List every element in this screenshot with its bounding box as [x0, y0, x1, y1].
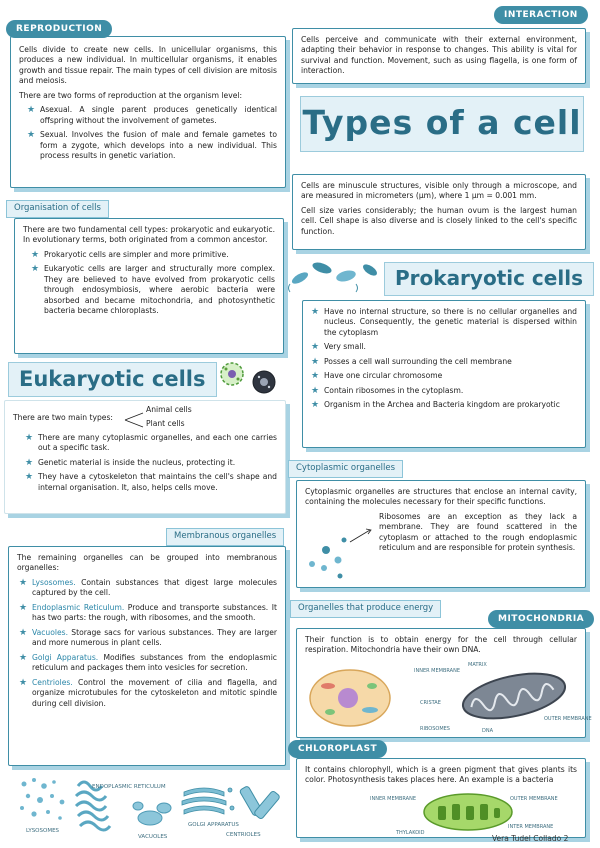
reproduction-p1: Cells divide to create new cells. In unicellular organisms, this produces a new individual. In multicellular organisms, it enables growth and tissue repair. The main types of cell division are mitosis and meiosis. — [19, 45, 277, 86]
cytoplasmic-p1: Cytoplasmic organelles are structures that enclose an internal cavity, containing the molecules necessary for their specific functions. — [305, 487, 577, 507]
prokaryotic-section — [302, 300, 586, 448]
branch-arrows — [123, 409, 145, 431]
star-icon: ★ — [25, 472, 34, 483]
cells-intro-p1: Cells are minuscule structures, visible only through a microscope, and are measured in micrometers (µm), where 1 µm = 0.001 mm. — [301, 181, 577, 201]
list-item: ★ Sexual. Involves the fusion of male and female gametes to form a zygote, which develops into a new individual. This process results in genetic variation. — [27, 130, 277, 161]
organisation-list — [23, 250, 275, 317]
list-item: ★ Very small. — [311, 342, 366, 353]
organisation-p1: There are two fundamental cell types: prokaryotic and eukaryotic. In evolutionary terms, both originated from a common ancestor. — [23, 225, 275, 245]
list-item: ★ Posses a cell wall surrounding the cell membrane — [311, 356, 512, 367]
bacteria-icons — [286, 254, 386, 294]
centrioles-label: CENTRIOLES — [226, 832, 261, 838]
footer-author: Vera Tudel Collado — [492, 834, 562, 843]
list-item: ★ Centrioles. Control the movement of cilia and flagella, and organize microtubules for the cytoskeleton and mitotic spindle during cell division. — [19, 677, 277, 708]
interaction-tag: INTERACTION — [494, 6, 588, 24]
star-icon: ★ — [311, 356, 320, 367]
chloroplast-icon — [424, 794, 512, 830]
ribosomes-icon — [304, 524, 376, 584]
organelles-illustration — [10, 774, 290, 846]
page-title: Types of a cell — [302, 103, 582, 142]
list-item: ★ Prokaryotic cells are simpler and more primitive. — [31, 249, 229, 260]
er-label: ENDOPLASMIC RETICULUM — [92, 784, 166, 790]
centrioles-icon — [239, 786, 280, 820]
eukaryotic-title: Eukaryotic cells — [8, 362, 217, 397]
chloroplast-tag: CHLOROPLAST — [288, 740, 387, 758]
mitochondria-tag: MITOCHONDRIA — [488, 610, 594, 628]
list-item: ★ Have no internal structure, so there is no cellular organelles and nucleus. Consequently, the genetic material is dispersed within the cytoplasm — [311, 307, 577, 337]
chloroplast-text: It contains chlorophyll, which is a green pigment that gives plants its color. Photosynthesis takes places here. An example is a bacteria — [305, 765, 577, 785]
star-icon: ★ — [311, 342, 320, 353]
star-icon: ★ — [25, 433, 34, 443]
reproduction-list — [19, 105, 277, 161]
list-item: ★ Genetic material is inside the nucleus, protecting it. — [25, 457, 236, 468]
list-item: ★ Organism in the Archea and Bacteria kingdom are prokaryotic — [311, 400, 560, 411]
golgi-icon — [182, 788, 234, 814]
star-icon: ★ — [31, 264, 40, 275]
plant-cell-icon — [221, 363, 243, 385]
eukaryotic-list — [13, 433, 277, 493]
star-icon: ★ — [27, 105, 36, 116]
list-item: ★ Lysosomes. Contain substances that digest large molecules captured by the cell. — [19, 577, 277, 598]
lysosomes-icon — [20, 778, 64, 820]
mito-dna-label: DNA — [482, 728, 494, 734]
mitochondria-text: Their function is to obtain energy for the cell through cellular respiration. Mitochondria have their own DNA. — [305, 635, 577, 655]
star-icon: ★ — [25, 457, 34, 468]
organisation-title: Organisation of cells — [6, 200, 109, 218]
page-number: 2 — [563, 834, 569, 843]
chloro-intermembrane-label: INTER MEMBRANE — [508, 824, 554, 830]
mito-matrix-label: MATRIX — [468, 662, 487, 668]
golgi-label: GOLGI APPARATUS — [188, 822, 239, 828]
membranous-title: Membranous organelles — [166, 528, 284, 546]
list-item: ★ Contain ribosomes in the cytoplasm. — [311, 385, 464, 396]
organisation-section — [14, 218, 284, 354]
eukaryotic-type-animal: Animal cells — [146, 405, 192, 414]
list-item: ★ Have one circular chromosome — [311, 371, 443, 382]
interaction-section — [292, 28, 586, 84]
chloro-outer-label: OUTER MEMBRANE — [510, 796, 558, 802]
reproduction-section — [10, 36, 286, 188]
vacuoles-icon — [133, 802, 171, 825]
eukaryotic-intro: There are two main types: — [13, 413, 113, 422]
eukaryotic-type-plant: Plant cells — [146, 419, 185, 428]
star-icon: ★ — [27, 130, 36, 141]
cells-intro-section — [292, 174, 586, 250]
membranous-intro: The remaining organelles can be grouped into membranous organelles: — [17, 553, 277, 573]
prokaryotic-title: Prokaryotic cells — [384, 262, 594, 296]
mito-outer-label: OUTER MEMBRANE — [544, 716, 592, 722]
star-icon: ★ — [311, 371, 320, 382]
list-item: ★ Asexual. A single parent produces genetically identical offspring without the involvement of gametes. — [27, 105, 277, 125]
cell-icons — [216, 360, 286, 396]
list-item: ★ Eukaryotic cells are larger and structurally more complex. They are believed to have evolved from prokaryotic cells through endosymbiosis, where aerobic bacteria were absorbed and became mitochondria, and photosynthetic bacteria became chloroplasts. — [31, 264, 275, 316]
cells-intro-p2: Cell size varies considerably; the human ovum is the largest human cell. Cell shape is also diverse and is closely linked to the cell's specific function. — [301, 205, 577, 236]
animal-cell-icon — [253, 371, 275, 393]
interaction-text: Cells perceive and communicate with their external environment, adapting their behavior in response to changes. This ability is vital for survival and function. Movement, such as using flagella, is one form of interaction. — [301, 35, 577, 76]
cytoplasmic-ribosomes: Ribosomes are an exception as they lack a membrane. They are found scattered in the cytoplasm or attached to the rough endoplasmic reticulum and are responsible for protein synthesis. — [379, 511, 577, 553]
chloro-inner-label: INNER MEMBRANE — [370, 796, 416, 802]
prokaryotic-list — [311, 307, 577, 411]
vacuoles-label: VACUOLES — [138, 834, 168, 840]
reproduction-tag: REPRODUCTION — [6, 20, 112, 38]
star-icon: ★ — [311, 307, 320, 317]
mito-ribosomes-label: RIBOSOMES — [420, 726, 450, 732]
cell-illustration — [310, 670, 390, 726]
footer — [492, 834, 568, 844]
star-icon: ★ — [31, 249, 40, 260]
mito-cristae-label: CRISTAE — [420, 700, 441, 706]
star-icon: ★ — [19, 627, 28, 638]
star-icon: ★ — [19, 602, 28, 613]
list-item: ★ There are many cytoplasmic organelles, and each one carries out a specific task. — [25, 433, 277, 453]
cytoplasmic-title: Cytoplasmic organelles — [288, 460, 403, 478]
lysosomes-label: LYSOSOMES — [26, 828, 60, 834]
star-icon: ★ — [311, 400, 320, 411]
star-icon: ★ — [19, 652, 28, 663]
list-item: ★ Golgi Apparatus. Modifies substances from the endoplasmic reticulum and packages them into vesicles for secretion. — [19, 652, 277, 673]
mitochondria-illustration — [300, 658, 592, 736]
reproduction-p2: There are two forms of reproduction at the organism level: — [19, 90, 243, 100]
membranous-list — [17, 578, 277, 709]
star-icon: ★ — [19, 577, 28, 588]
mito-inner-label: INNER MEMBRANE — [414, 668, 460, 674]
star-icon: ★ — [311, 385, 320, 396]
star-icon: ★ — [19, 677, 28, 688]
energy-title: Organelles that produce energy — [290, 600, 441, 618]
list-item: ★ Endoplasmic Reticulum. Produce and transporte substances. It has two parts: the rough, with ribosomes, and the smooth. — [19, 602, 277, 623]
eukaryotic-section — [4, 400, 286, 514]
bacteria-icon — [289, 260, 379, 292]
chloro-thylakoid-label: THYLAKOID — [396, 830, 425, 836]
chloroplast-illustration — [300, 790, 584, 836]
list-item: ★ Vacuoles. Storage sacs for various substances. They are larger and more numerous in plant cells. — [19, 627, 277, 648]
eukaryotic-intro-row — [13, 407, 277, 433]
list-item: ★ They have a cytoskeleton that maintains the cell's shape and internal organisation. It, also, helps cells move. — [25, 472, 277, 492]
membranous-section — [8, 546, 286, 766]
